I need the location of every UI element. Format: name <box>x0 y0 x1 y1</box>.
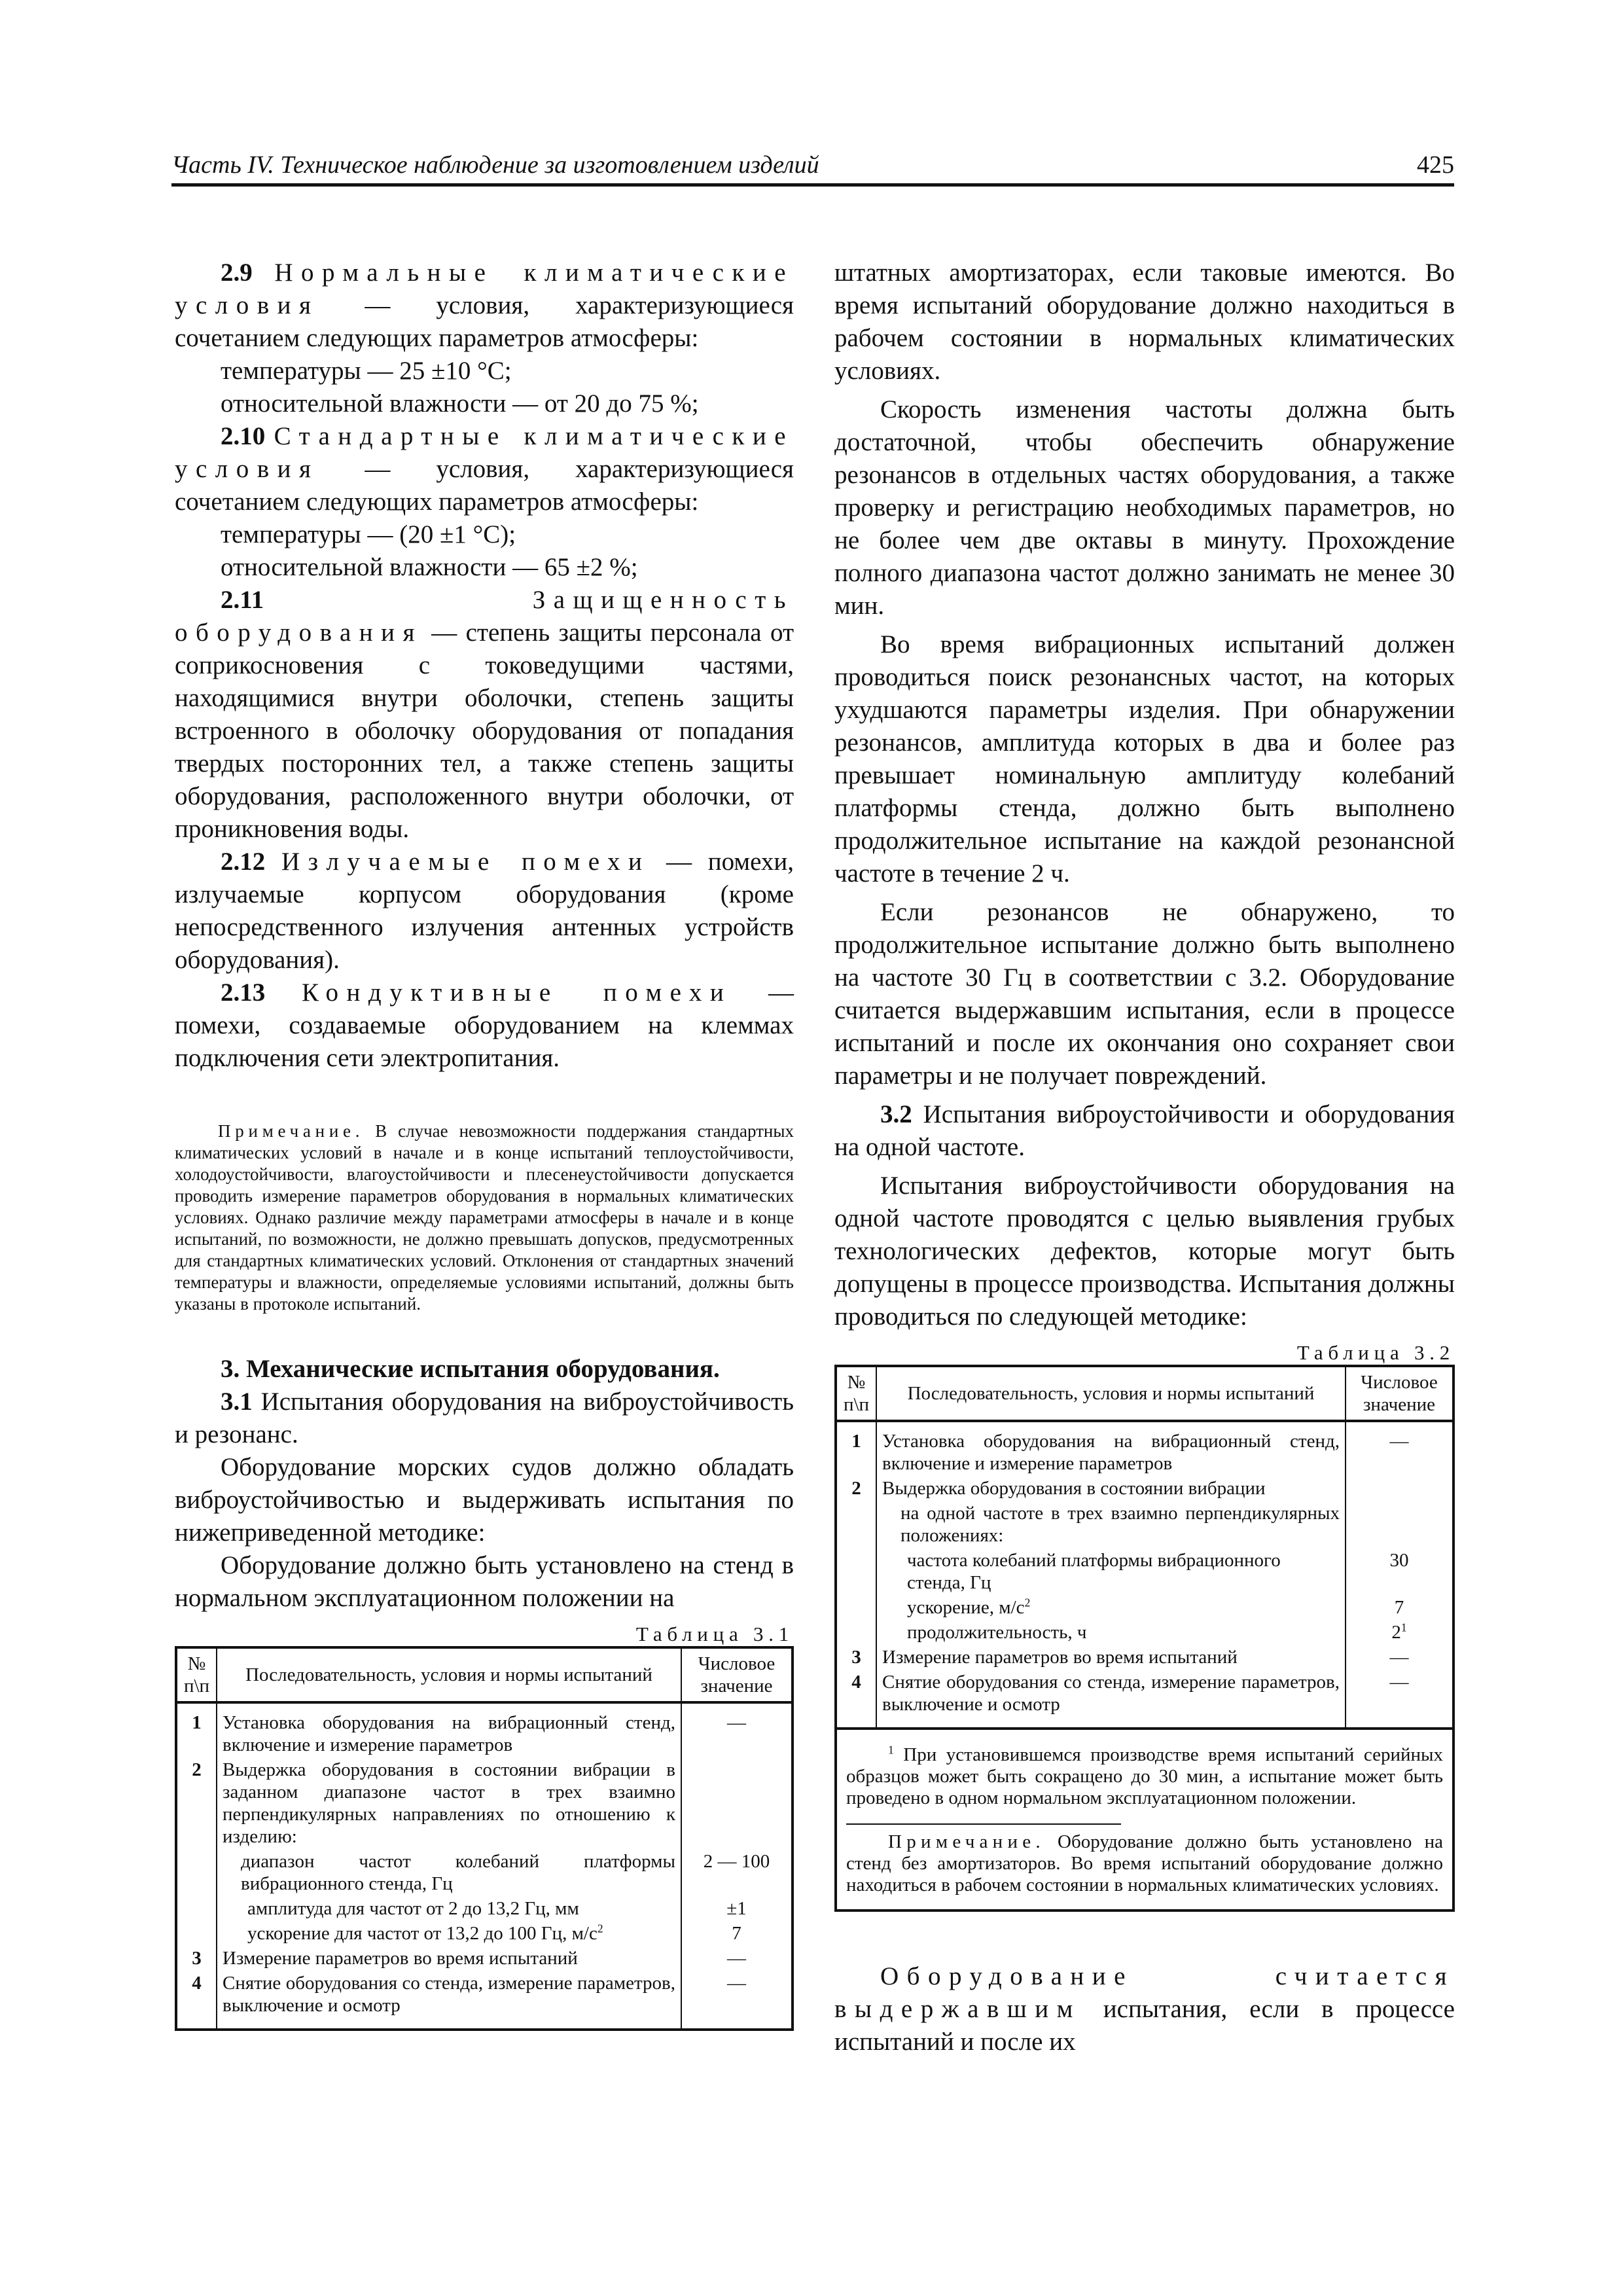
section-3-1: 3.1 Испытания оборудования на виброустойчивость и резонанс. <box>175 1388 794 1448</box>
section-2-12: 2.12 Излучаемые помехи — помехи, излучаемые корпусом оборудования (кроме непосредственного излучения антенных устройств оборудования). <box>175 848 794 974</box>
table-header-row <box>836 1366 1454 1421</box>
table-3-2 <box>834 1365 1455 1730</box>
term-radiated-emission: Излучаемые помехи <box>281 848 651 876</box>
left-column <box>175 257 794 2031</box>
term-normal-climate: Нормальные климатические условия <box>175 259 794 319</box>
list-line: температуры — (20 ±1 °С); <box>221 520 516 548</box>
col-header-sequence: Последовательность, условия и нормы испытаний <box>217 1647 681 1702</box>
term-standard-climate: Стандартные климатические условия <box>175 422 794 483</box>
col-header-num: № п\п <box>836 1366 876 1421</box>
section-2-13: 2.13 Кондуктивные помехи — помехи, создаваемые оборудованием на клеммах подключения сети электропитания. <box>175 978 794 1072</box>
term-protection: Защищенность оборудования <box>175 586 794 647</box>
table-row: частота колебаний платформы вибрационного стенда, Гц 30 <box>836 1548 1454 1595</box>
list-line: температуры — 25 ±10 °С; <box>221 357 512 385</box>
list-line: относительной влажности — от 20 до 75 %; <box>221 389 699 418</box>
paragraph: Оборудование морских судов должно обладать виброустойчивостью и выдерживать испытания по нижеприведенной методике: <box>175 1453 794 1547</box>
table-3-2-caption: Таблица 3.2 <box>1296 1341 1455 1364</box>
table-row: 3 Измерение параметров во время испытаний — <box>176 1946 793 1971</box>
section-2-10: 2.10 Стандартные климатические условия — условия, характеризующиеся сочетанием следующих параметров атмосферы: <box>175 422 794 516</box>
note-block: Примечание. В случае невозможности поддержания стандартных климатических условий в начале и в конце испытаний теплоустойчивости, холодоустойчивости, влагоустойчивости и плесенеустойчивости допускается проводить измерение параметров оборудования в нормальных климатических условиях. Однако различие между параметрами атмосферы в начале и в конце испытаний, по возможности, не должно превышать допусков, предусмотренных для стандартных климатических условий. Отклонения от стандартных значений температуры и влажности, определяемые условиями испытаний, должны быть указаны в протоколе испытаний. <box>175 1121 794 1314</box>
header-title: Часть IV. Техническое наблюдение за изготовлением изделий <box>171 151 819 179</box>
section-heading-3: 3. Механические испытания оборудования. <box>221 1355 720 1383</box>
table-row: диапазон частот колебаний платформы вибрационного стенда, Гц 2 — 100 <box>176 1849 793 1896</box>
paragraph-final: Оборудование считается выдержавшим испытания, если в процессе испытаний и после их <box>834 1962 1455 2056</box>
paragraph: Во время вибрационных испытаний должен проводиться поиск резонансных частот, на которых ухудшаются параметры изделия. При обнаружении резонансов, амплитуда которых в два и более раз превышает номинальную амплитуду колебаний платформы стенда, должно быть выполнено продолжительное испытание на каждой резонансной частоте в течение 2 ч. <box>834 630 1455 888</box>
table-row: 4 Снятие оборудования со стенда, измерение параметров, выключение и осмотр — <box>836 1670 1454 1729</box>
note-label: Примечание. <box>888 1831 1045 1852</box>
table-3-2-footer <box>834 1730 1455 1912</box>
table-3-1-caption: Таблица 3.1 <box>635 1623 794 1645</box>
term-conducted-emission: Кондуктивные помехи <box>302 978 732 1007</box>
list-line: относительной влажности — 65 ±2 %; <box>221 553 638 581</box>
col-header-sequence: Последовательность, условия и нормы испытаний <box>876 1366 1346 1421</box>
col-header-value: Числовое значение <box>681 1647 793 1702</box>
paragraph: Оборудование должно быть установлено на стенд в нормальном эксплуатационном положении на <box>175 1551 794 1612</box>
table-header-row <box>176 1647 793 1702</box>
right-column <box>834 257 1455 2058</box>
footnote: $^1$ При установившемся производстве время испытаний серийных образцов может быть сокращено до 30 мин, а испытание может быть проведено в одном нормальном эксплуатационном положении. <box>846 1743 1443 1808</box>
table-row: на одной частоте в трех взаимно перпендикулярных положениях: <box>836 1501 1454 1548</box>
table-row: продолжительность, ч $2^1$ <box>836 1620 1454 1645</box>
page-number: 425 <box>1417 151 1454 179</box>
table-row: ускорение для частот от 13,2 до 100 Гц, $м/с^2$ 7 <box>176 1921 793 1946</box>
col-header-value: Числовое значение <box>1346 1366 1454 1421</box>
paragraph: штатных амортизаторах, если таковые имеются. Во время испытаний оборудование должно находиться в рабочем состоянии в нормальных климатических условиях. <box>834 259 1455 385</box>
section-3-2: 3.2 Испытания виброустойчивости и оборудования на одной частоте. <box>834 1100 1455 1161</box>
table-row: 2 Выдержка оборудования в состоянии вибрации <box>836 1476 1454 1501</box>
paragraph: Если резонансов не обнаружено, то продолжительное испытание должно быть выполнено на частоте 30 Гц в соответствии с 3.2. Оборудование считается выдержавшим испытания, если в процессе испытаний и после их окончания оно сохраняет свои параметры и не получает повреждений. <box>834 898 1455 1090</box>
footnote-divider <box>846 1823 1121 1825</box>
section-2-11: 2.11 Защищенность оборудования — степень защиты персонала от соприкосновения с токоведущими частями, находящимися внутри оболочки, степень защиты встроенного в оболочку оборудования от попадания твердых посторонних тел, а также степень защиты оборудования, расположенного внутри оболочки, от проникновения воды. <box>175 586 794 843</box>
table-row: 3 Измерение параметров во время испытаний — <box>836 1645 1454 1670</box>
running-header <box>171 143 1454 187</box>
paragraph: Испытания виброустойчивости оборудования на одной частоте проводятся с целью выявления грубых технологических дефектов, которые могут быть допущены в процессе производства. Испытания должны проводиться по следующей методике: <box>834 1172 1455 1331</box>
table-row: ускорение, $м/с^2$ 7 <box>836 1595 1454 1620</box>
table-row: амплитуда для частот от 2 до 13,2 Гц, мм ±1 <box>176 1896 793 1921</box>
table-row: 2 Выдержка оборудования в состоянии вибрации в заданном диапазоне частот в трех взаимно перпендикулярных направлениях по отношению к изделию: <box>176 1757 793 1849</box>
table-3-1 <box>175 1646 794 2031</box>
note-label: Примечание. <box>218 1121 365 1141</box>
table-row: 1 Установка оборудования на вибрационный стенд, включение и измерение параметров — <box>176 1702 793 1757</box>
col-header-num: № п\п <box>176 1647 217 1702</box>
section-2-9: 2.9 Нормальные климатические условия — условия, характеризующиеся сочетанием следующих параметров атмосферы: <box>175 259 794 352</box>
table-row: 1 Установка оборудования на вибрационный стенд, включение и измерение параметров — <box>836 1421 1454 1476</box>
table-row: 4 Снятие оборудования со стенда, измерение параметров, выключение и осмотр — <box>176 1971 793 2030</box>
table-note: Примечание. Оборудование должно быть установлено на стенд без амортизаторов. Во время испытаний оборудование должно находиться в рабочем состоянии в нормальных климатических условиях. <box>846 1831 1443 1895</box>
paragraph: Скорость изменения частоты должна быть достаточной, чтобы обеспечить обнаружение резонансов в отдельных частях оборудования, а также проверку и регистрацию необходимых параметров, но не более чем две октавы в минуту. Прохождение полного диапазона частот должно занимать не менее 30 мин. <box>834 395 1455 620</box>
